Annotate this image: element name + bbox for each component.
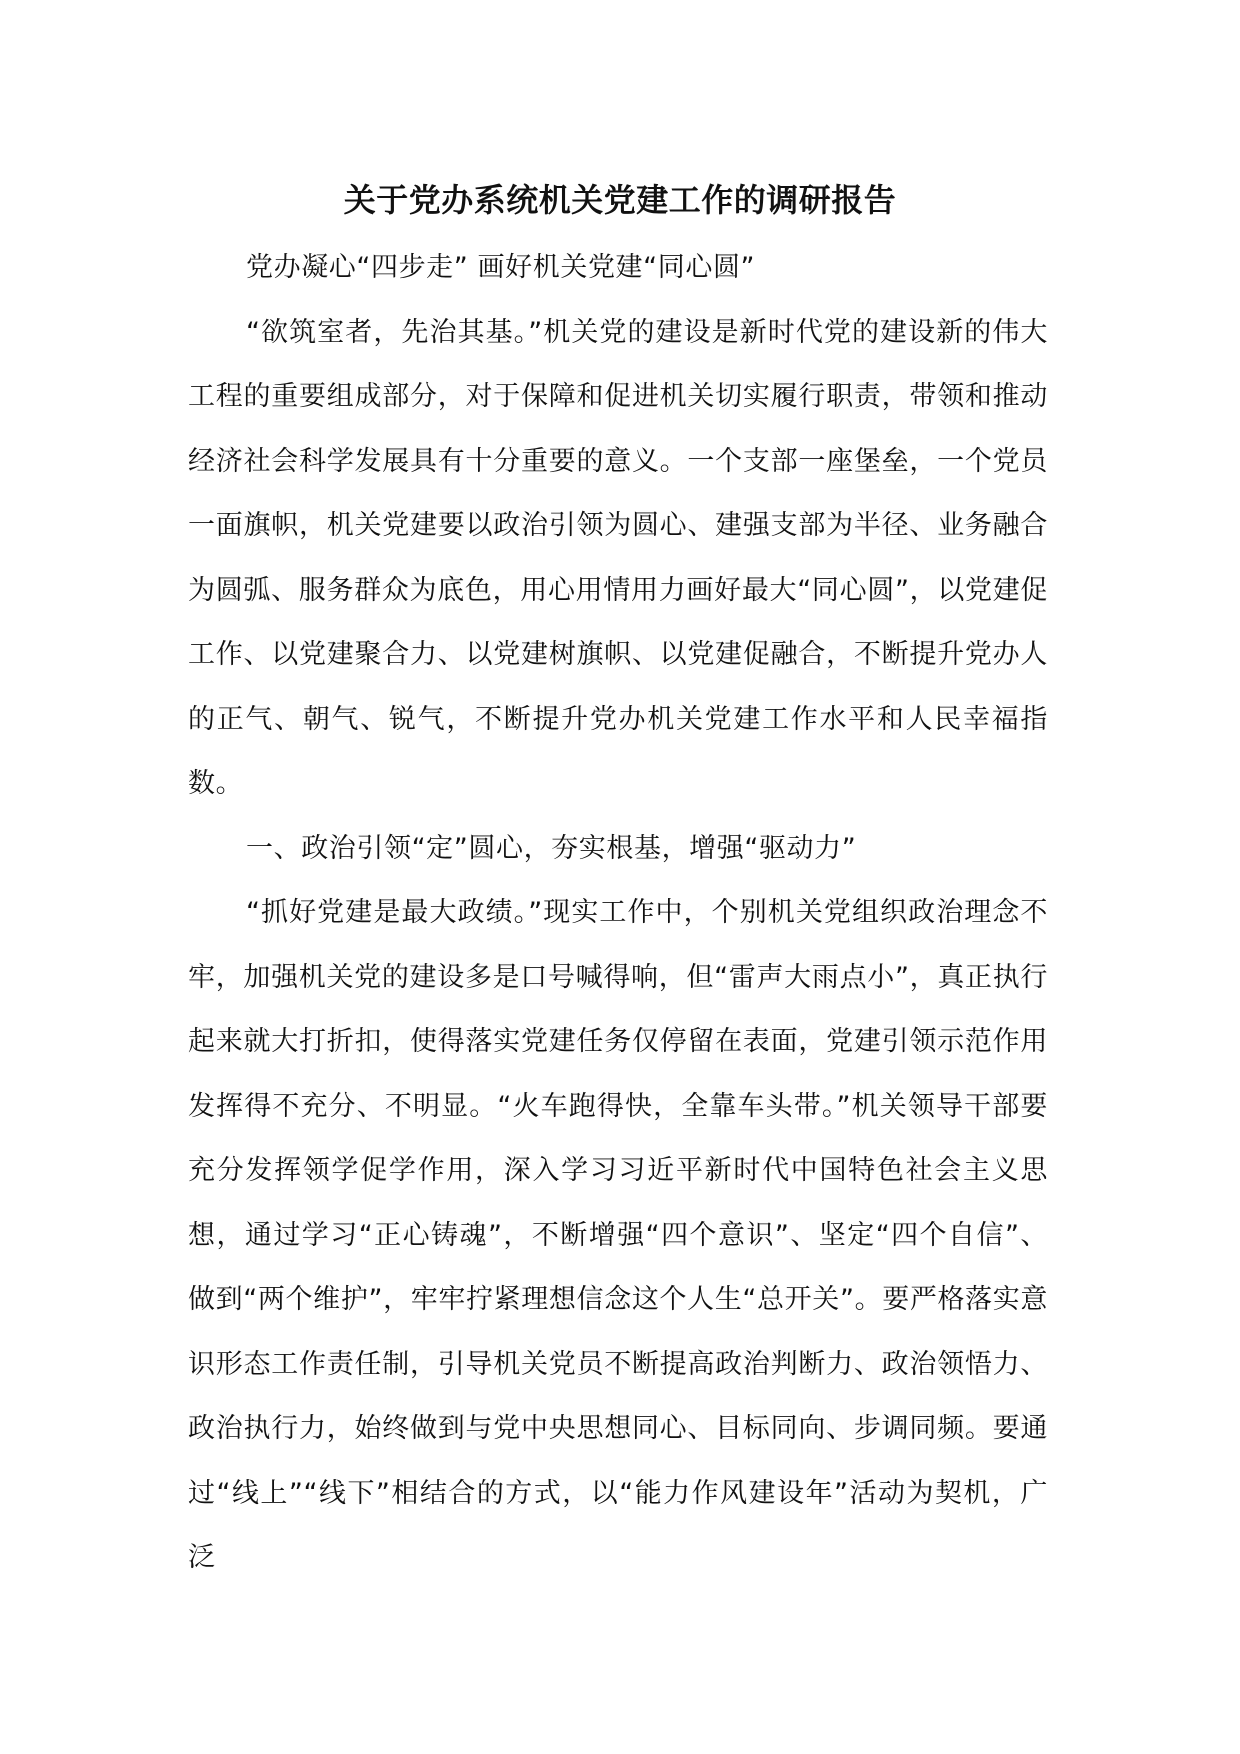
document-body	[188, 236, 1048, 1591]
section-paragraph: “抓好党建是最大政绩。”现实工作中，个别机关党组织政治理念不牢，加强机关党的建设多是口号喊得响，但“雷声大雨点小”，真正执行起来就大打折扣，使得落实党建任务仅停留在表面，党建引领示范作用发挥得不充分、不明显。“火车跑得快，全靠车头带。”机关领导干部要充分发挥领学促学作用，深入学习习近平新时代中国特色社会主义思想，通过学习“正心铸魂”，不断增强“四个意识”、坚定“四个自信”、做到“两个维护”，牢牢拧紧理想信念这个人生“总开关”。要严格落实意识形态工作责任制，引导机关党员不断提高政治判断力、政治领悟力、政治执行力，始终做到与党中央思想同心、目标同向、步调同频。要通过“线上”“线下”相结合的方式，以“能力作风建设年”活动为契机，广泛	[188, 897, 1048, 1573]
section-heading: 一、政治引领“定”圆心，夯实根基，增强“驱动力”	[246, 832, 857, 864]
intro-paragraph: “欲筑室者，先治其基。”机关党的建设是新时代党的建设新的伟大工程的重要组成部分，对于保障和促进机关切实履行职责，带领和推动经济社会科学发展具有十分重要的意义。一个支部一座堡垒，一个党员一面旗帜，机关党建要以政治引领为圆心、建强支部为半径、业务融合为圆弧、服务群众为底色，用心用情用力画好最大“同心圆”，以党建促工作、以党建聚合力、以党建树旗帜、以党建促融合，不断提升党办人的正气、朝气、锐气，不断提升党办机关党建工作水平和人民幸福指数。	[188, 316, 1048, 799]
subtitle-paragraph: 党办凝心“四步走” 画好机关党建“同心圆”	[246, 252, 756, 283]
page-title: 关于党办系统机关党建工作的调研报告	[343, 181, 897, 219]
